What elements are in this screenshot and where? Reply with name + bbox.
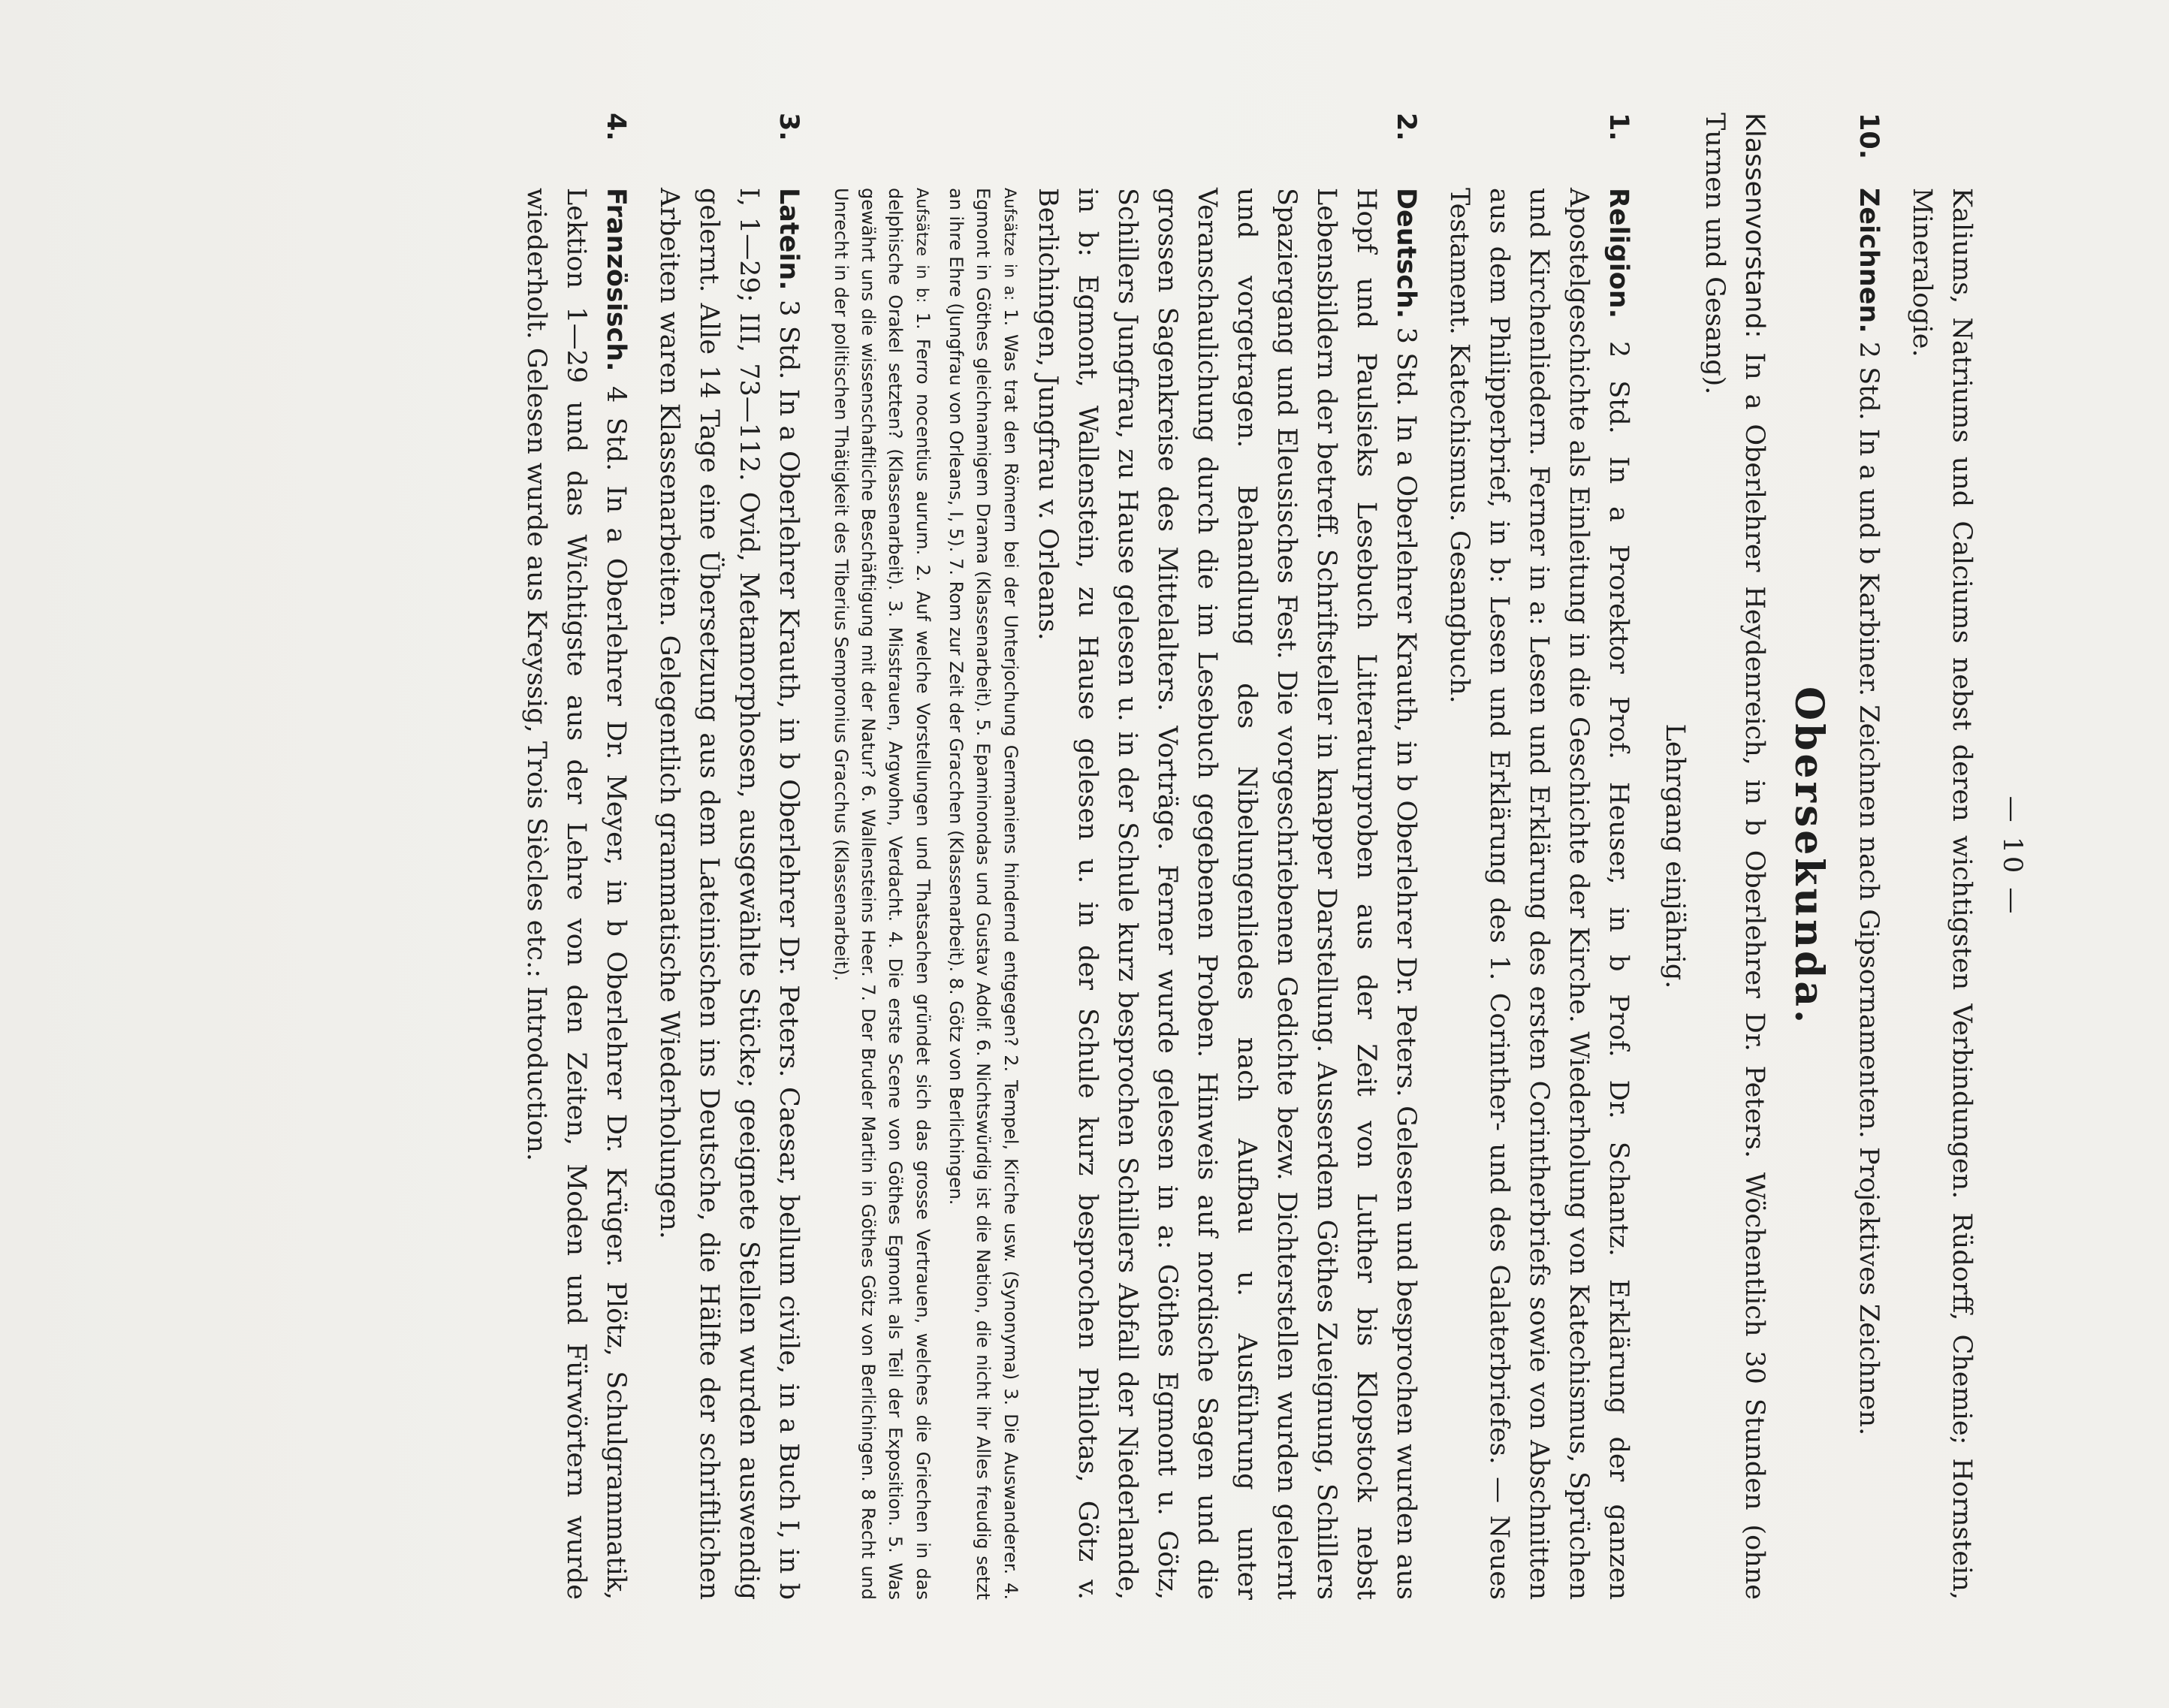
continuation-paragraph: Kaliums, Natriums und Calciums nebst deren wichtigsten Verbindungen. Rüdorff, Chemie; Hornstein, Mineralogie. xyxy=(1907,188,1977,1600)
entry-deutsch xyxy=(822,113,1425,1600)
essay-list-b xyxy=(828,188,937,1600)
entry-body xyxy=(516,188,635,1600)
essay-list-text: 1. Ferro nocentius aurum. 2. Auf welche Vorstellungen und Thatsachen gründet sich das grosse Vertrauen, welches die Griechen in das delphische Orakel setzten? (Klassenarbeit). 3. Misstrauen, Argwohn, Verdacht. 4. Die erste Scene von Göthes Egmont als Teil der Exposition. 5. Was gewährt uns die wissenschaftliche Beschäftigung mit der Natur? 6. Wallensteins Heer. 7. Der Bruder Martin in Göthes Götz von Berlichingen. 8 Recht und Unrecht in der politischen Thätigkeit des Tiberius Sempronius Gracchus (Klassenarbeit). xyxy=(831,188,934,1600)
entry-body xyxy=(822,188,1425,1600)
section-heading: Obersekunda. xyxy=(1786,686,1832,1027)
entry-body xyxy=(649,188,808,1600)
entry-subject: Zeichnen. xyxy=(1854,188,1884,333)
entry-number: 4. xyxy=(601,113,631,141)
entry-number: 2. xyxy=(1391,113,1421,141)
entry-text: 3 Std. In a Oberlehrer Krauth, in b Oberlehrer Dr. Peters. Caesar, bellum civile, in a Buch I, in b I, 1—29; III, 73—112. Ovid, Metamorphosen, ausgewählte Stücke; geeignete Stellen wurden auswendig gelernt. Alle 14 Tage eine Übersetzung aus dem Lateinischen ins Deutsche, die Hälfte der schriftlichen Arbeiten waren Klassenarbeiten. Gelegentlich grammatische Wiederholungen. xyxy=(654,188,804,1600)
entry-subject: Latein. xyxy=(774,188,804,291)
entry-text: 2 Std. In a und b Karbiner. Zeichnen nach Gipsornamenten. Projektives Zeichnen. xyxy=(1854,341,1884,1436)
course-duration: Lehrgang einjährig. xyxy=(1660,723,1690,989)
entry-subject: Religion. xyxy=(1603,188,1634,318)
entry-number: 3. xyxy=(774,113,804,141)
essay-list-label: Aufsätze in a: xyxy=(1001,188,1019,301)
entry-text: 3 Std. In a Oberlehrer Krauth, in b Oberlehrer Dr. Peters. Gelesen und besprochen wurden aus Hopf und Paulsieks Lesebuch Litteraturproben aus der Zeit von Luther bis Klopstock nebst Lebensbildern der betreff. Schriftsteller in knapper Darstellung. Ausserdem Göthes Zueignung, Schillers Spaziergang und Eleusisches Fest. Die vorgeschriebenen Gedichte bezw. Dichterstellen wurden gelernt und vorgetragen. Behandlung des Nibelungenliedes nach Aufbau u. Ausführung unter Veranschaulichung durch die im Lesebuch gegebenen Proben. Hinweis auf nordische Sagen und die grossen Sagenkreise des Mittelalters. Vorträge. Ferner wurde gelesen in a: Göthes Egmont u. Götz, Schillers Jungfrau, zu Hause gelesen u. in der Schule kurz besprochen Schillers Abfall der Niederlande, in b: Egmont, Wallenstein, zu Hause gelesen u. in der Schule kurz besprochen Philotas, Götz v. Berlichingen, Jungfrau v. Orleans. xyxy=(1033,188,1421,1600)
class-teacher-line xyxy=(1694,113,1774,1600)
entry-latein xyxy=(649,113,808,1600)
entry-subject: Französisch. xyxy=(601,188,631,372)
entry-body xyxy=(1439,188,1638,1600)
entry-text: 4 Std. In a Oberlehrer Dr. Meyer, in b Oberlehrer Dr. Krüger. Plötz, Schulgrammatik, Lektion 1—29 und das Wichtigste aus der Lehre von den Zeiten, Moden und Fürwörtern wurde wiederholt. Gelesen wurde aus Kreyssig, Trois Siècles etc.: Introduction. xyxy=(521,188,631,1600)
entry-body xyxy=(1848,188,1888,1600)
entry-number: 1. xyxy=(1603,113,1634,141)
essay-list-text: 1. Was trat den Römern bei der Unterjochung Germaniens hindernd entgegen? 2. Tempel, Kirche usw. (Synonyma) 3. Die Auswanderer. 4. Egmont in Göthes gleichnamigem Drama (Klassenarbeit). 5. Epaminondas und Gustav Adolf. 6. Nichtswürdig ist die Nation, die nicht ihr Alles freudig setzt an ihre Ehre (Jungfrau von Orleans, I, 5). 7. Rom zur Zeit der Gracchen (Klassenarbeit). 8. Götz von Berlichingen. xyxy=(946,188,1021,1600)
entry-number: 10. xyxy=(1854,113,1884,160)
class-teacher-text: In a Oberlehrer Heydenreich, in b Oberlehrer Dr. Peters. Wöchentlich 30 Stunden (ohne Turnen und Gesang). xyxy=(1700,113,1769,1600)
entry-subject: Deutsch. xyxy=(1391,188,1421,319)
entry-religion xyxy=(1439,113,1638,1600)
entry-zeichnen xyxy=(1848,113,1888,1600)
entry-text: 2 Std. In a Prorektor Prof. Heuser, in b Prof. Dr. Schantz. Erklärung der ganzen Apostelgeschichte als Einleitung in die Geschichte der Kirche. Wiederholung von Katechismus, Sprüchen und Kirchenliedern. Ferner in a: Lesen und Erklärung des ersten Corintherbriefs sowie von Abschnitten aus dem Philipperbrief, in b: Lesen und Erklärung des 1. Corinther- und des Galaterbriefes. — Neues Testament. Katechismus. Gesangbuch. xyxy=(1444,188,1634,1600)
rotated-text-block xyxy=(297,113,2032,1600)
essay-list-label: Aufsätze in b: xyxy=(913,188,931,303)
page-number: — 10 — xyxy=(1997,795,2027,917)
class-teacher-label: Klassenvorstand: xyxy=(1739,113,1769,339)
entry-franzoesisch xyxy=(516,113,635,1600)
essay-list-a xyxy=(943,188,1024,1600)
